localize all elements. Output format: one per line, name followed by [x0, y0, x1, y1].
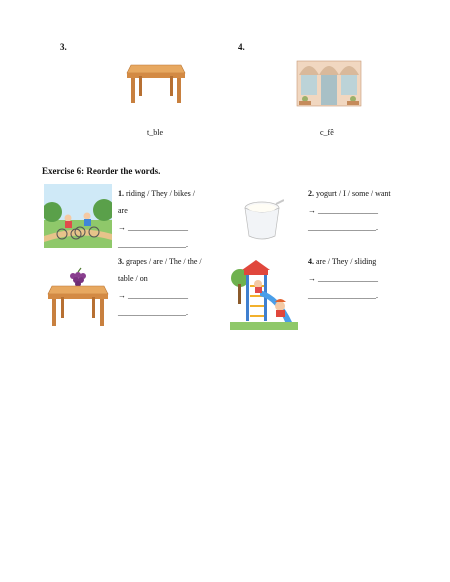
yogurt-icon	[240, 196, 284, 242]
item-4-number: 4.	[238, 42, 245, 52]
ex3-answer-line: → _______________	[118, 291, 188, 300]
table-grapes-icon	[46, 266, 110, 328]
ex3-words-cont: table / on	[118, 274, 148, 283]
cafe-icon	[295, 53, 363, 108]
ex2-answer-line: → _______________	[308, 206, 378, 215]
ex2-answer-line-2: _________________.	[308, 223, 378, 232]
item-3-number: 3.	[60, 42, 67, 52]
ex4-answer-line: → _______________	[308, 274, 378, 283]
item-4-answer: c_fê	[320, 128, 334, 137]
ex2-number: 2.	[308, 189, 314, 198]
ex3-number: 3.	[118, 257, 124, 266]
ex4-words: are / They / sliding	[316, 257, 377, 266]
ex1-answer-line: → _______________	[118, 223, 188, 232]
ex1-number: 1.	[118, 189, 124, 198]
kids-biking-icon	[44, 184, 112, 248]
item-3-answer: t_ble	[147, 128, 163, 137]
exercise-title: Exercise 6: Reorder the words.	[42, 166, 161, 176]
ex4-number: 4.	[308, 257, 314, 266]
kids-sliding-icon	[230, 256, 298, 330]
ex2-words: yogurt / I / some / want	[316, 189, 391, 198]
ex1-words-cont: are	[118, 206, 128, 215]
ex3-words: grapes / are / The / the /	[126, 257, 202, 266]
ex1-words: riding / They / bikes /	[126, 189, 195, 198]
table-icon	[125, 55, 187, 105]
ex3-answer-line-2: _________________.	[118, 308, 188, 317]
ex1-answer-line-2: _________________.	[118, 240, 188, 249]
ex4-answer-line-2: _________________.	[308, 291, 378, 300]
